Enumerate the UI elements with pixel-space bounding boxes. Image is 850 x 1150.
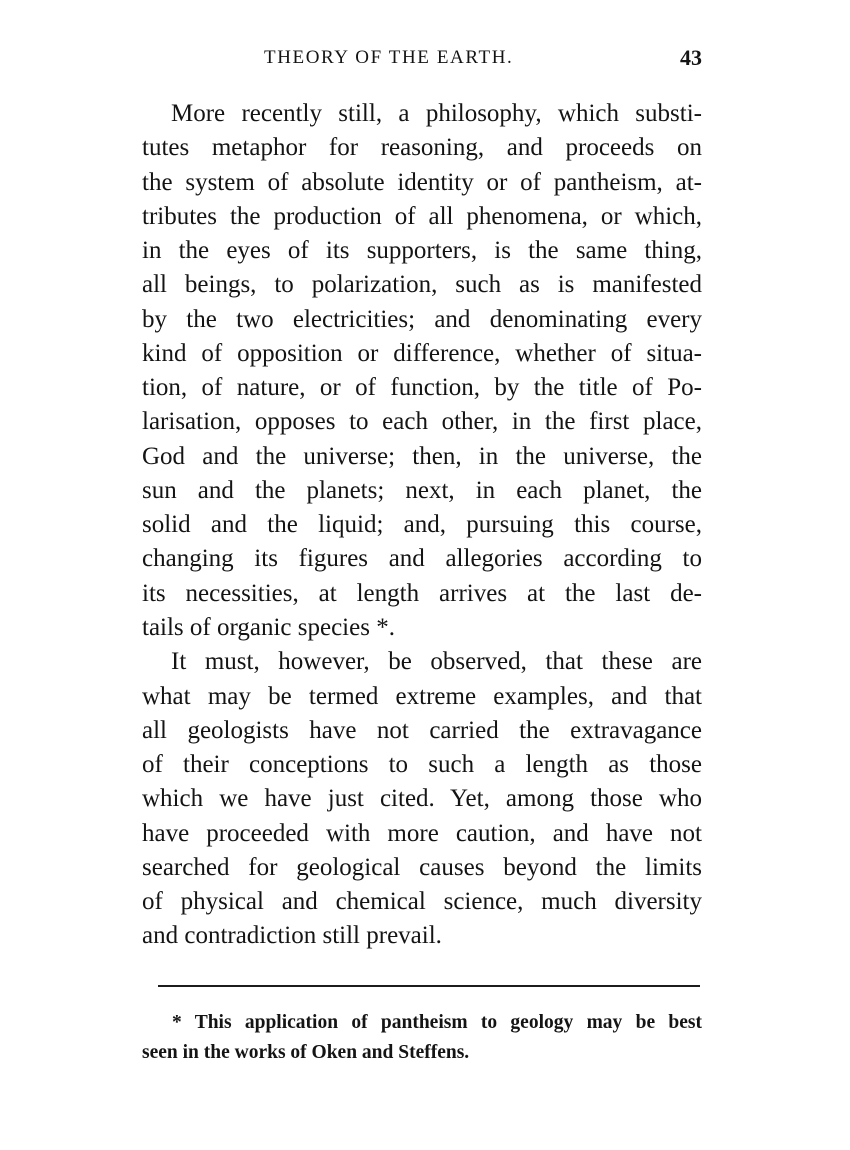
text-line: tributes the production of all phenomena, or which, <box>142 202 702 230</box>
text-line: sun and the planets; next, in each planet, the <box>142 476 702 504</box>
paragraph <box>142 97 702 645</box>
text-line: what may be termed extreme examples, and that <box>142 682 702 710</box>
text-line: of their conceptions to such a length as those <box>142 751 702 779</box>
text-line: which we have just cited. Yet, among those who <box>142 785 702 813</box>
text-line: and contradiction still prevail. <box>142 922 442 950</box>
text-line: More recently still, a philosophy, which substi- <box>171 100 702 127</box>
paragraph <box>142 645 702 953</box>
page-number: 43 <box>680 45 702 70</box>
footnote-line: seen in the works of Oken and Steffens. <box>142 1042 470 1063</box>
text-line: tion, of nature, or of function, by the title of Po- <box>142 374 702 402</box>
text-line: larisation, opposes to each other, in the first place, <box>142 408 702 436</box>
main-text <box>142 97 702 954</box>
footnote-line: * This application of pantheism to geology may be best <box>172 1012 702 1033</box>
text-line: have proceeded with more caution, and have not <box>142 819 702 847</box>
page-header <box>140 44 702 76</box>
text-line: of physical and chemical science, much diversity <box>142 888 702 916</box>
running-head: THEORY OF THE EARTH. <box>264 47 514 68</box>
text-line: its necessities, at length arrives at the last de- <box>142 579 702 607</box>
text-line: tutes metaphor for reasoning, and proceeds on <box>142 134 702 162</box>
text-line: God and the universe; then, in the universe, the <box>142 442 702 470</box>
text-line: It must, however, be observed, that these are <box>171 648 702 676</box>
text-line: searched for geological causes beyond the limits <box>142 853 702 881</box>
text-line: in the eyes of its supporters, is the same thing, <box>142 237 702 265</box>
text-line: solid and the liquid; and, pursuing this course, <box>142 511 702 539</box>
footnote-divider <box>158 985 700 987</box>
text-line: changing its figures and allegories according to <box>142 545 702 573</box>
text-line: kind of opposition or difference, whether of situa- <box>142 339 702 367</box>
text-line: all geologists have not carried the extravagance <box>142 716 702 744</box>
text-line: all beings, to polarization, such as is manifested <box>142 271 702 299</box>
footnote <box>142 1008 702 1068</box>
text-line: tails of organic species *. <box>142 613 395 641</box>
text-line: by the two electricities; and denominating every <box>142 305 702 333</box>
text-line: the system of absolute identity or of pantheism, at- <box>142 168 702 196</box>
